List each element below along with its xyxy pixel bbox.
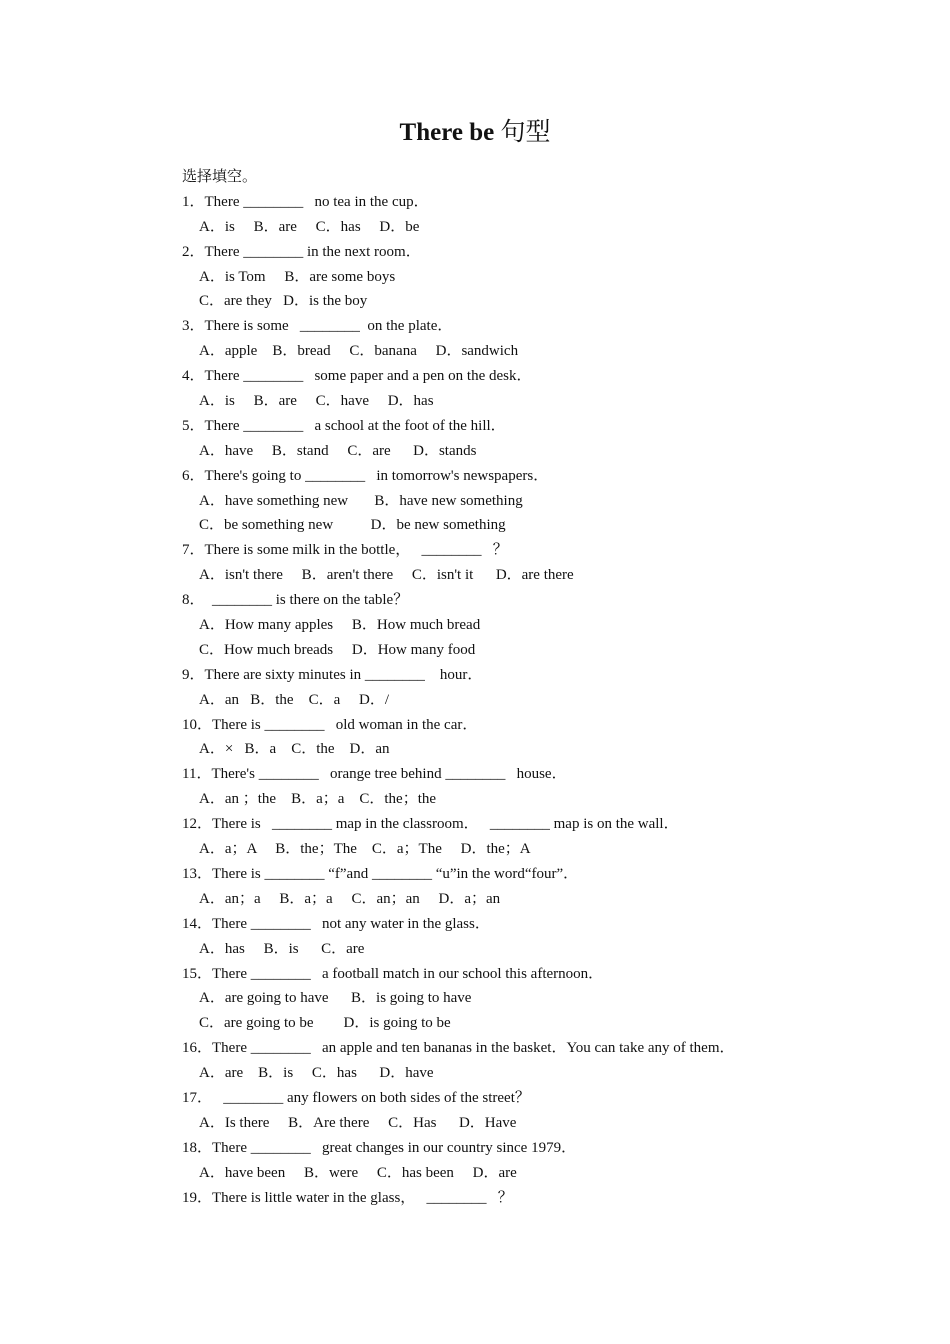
question-18-options: A．have been B．were C．has been D．are — [199, 1164, 517, 1181]
question-16-options: A．are B．is C．has D．have — [199, 1065, 434, 1082]
question-2-options: A．is Tom B．are some boys — [199, 268, 396, 285]
page-title — [0, 116, 950, 150]
instruction: 选择填空。 — [182, 169, 258, 185]
question-9: 9．There are sixty minutes in ________ hour． — [182, 666, 483, 683]
question-6-options: A．have something new B．have new something — [199, 492, 523, 509]
question-4: 4．There ________ some paper and a pen on the desk． — [182, 368, 532, 385]
question-10-options: A．× B．a C．the D．an — [199, 741, 390, 758]
question-4-options: A．is B．are C．have D．has — [199, 393, 434, 410]
question-3: 3．There is some ________ on the plate． — [182, 318, 453, 335]
exercise-content — [182, 165, 882, 1210]
question-1-options: A．is B．are C．has D．be — [199, 218, 420, 235]
question-2: 2．There ________ in the next room． — [182, 243, 421, 260]
question-8: 8． ________ is there on the table？ — [182, 592, 409, 609]
question-6-options: C．be something new D．be new something — [199, 517, 506, 534]
question-5-options: A．have B．stand C．are D．stands — [199, 442, 477, 459]
question-14: 14．There ________ not any water in the glass． — [182, 915, 490, 932]
question-13-options: A．an；a B．a；a C．an；an D．a；an — [199, 890, 501, 907]
question-10: 10．There is ________ old woman in the car． — [182, 716, 478, 733]
question-7-options: A．isn't there B．aren't there C．isn't it D．are there — [199, 567, 574, 584]
question-3-options: A．apple B．bread C．banana D．sandwich — [199, 343, 519, 360]
title-en: There be — [399, 119, 495, 146]
question-17-options: A．Is there B．Are there C．Has D．Have — [199, 1114, 517, 1131]
question-8-options: A．How many apples B．How much bread — [199, 617, 481, 634]
question-8-options: C．How much breads D．How many food — [199, 641, 476, 658]
question-11: 11．There's ________ orange tree behind ________ house． — [182, 766, 567, 783]
question-19: 19．There is little water in the glass， ________ ？ — [182, 1189, 513, 1206]
question-11-options: A．an ；the B．a；a C．the；the — [199, 791, 437, 808]
question-17: 17． ________ any flowers on both sides of the street？ — [182, 1089, 530, 1106]
question-14-options: A．has B．is C．are — [199, 940, 365, 957]
question-13: 13．There is ________ “f”and ________ “u”in the word“four”． — [182, 865, 579, 882]
question-12-options: A．a；A B．the；The C．a；The D．the；A — [199, 841, 531, 858]
question-16: 16．There ________ an apple and ten bananas in the basket．You can take any of them． — [182, 1040, 735, 1057]
question-15-options: A．are going to have B．is going to have — [199, 990, 472, 1007]
title-cn: 句型 — [500, 119, 551, 146]
question-6: 6．There's going to ________ in tomorrow's newspapers． — [182, 467, 549, 484]
question-2-options: C．are they D．is the boy — [199, 293, 368, 310]
question-9-options: A．an B．the C．a D．/ — [199, 691, 389, 708]
question-5: 5．There ________ a school at the foot of the hill． — [182, 417, 506, 434]
question-7: 7．There is some milk in the bottle， ________ ？ — [182, 542, 508, 559]
question-12: 12．There is ________ map in the classroom． ________ map is on the wall． — [182, 816, 679, 833]
question-15-options: C．are going to be D．is going to be — [199, 1015, 451, 1032]
question-15: 15．There ________ a football match in our school this afternoon． — [182, 965, 604, 982]
question-18: 18．There ________ great changes in our country since 1979． — [182, 1139, 577, 1156]
question-1: 1．There ________ no tea in the cup． — [182, 193, 429, 210]
